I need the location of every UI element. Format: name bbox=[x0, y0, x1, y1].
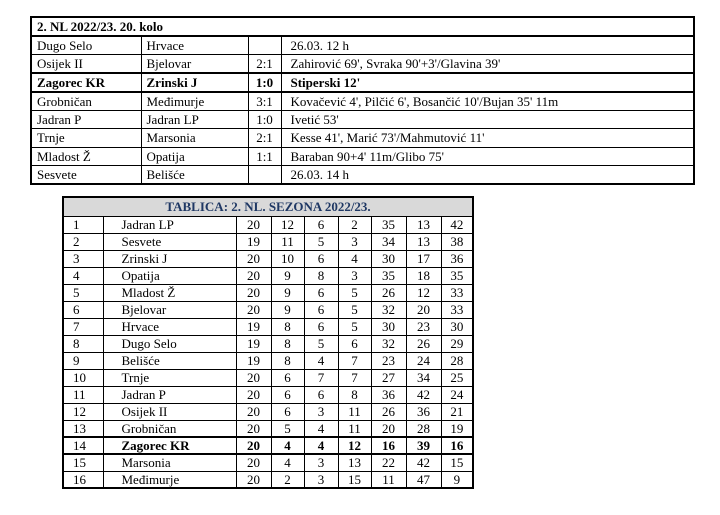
standings-rank-cell: 3 bbox=[63, 250, 103, 267]
fixture-away-cell: Opatija bbox=[141, 147, 248, 166]
standings-w-cell: 11 bbox=[271, 233, 304, 250]
fixture-home-cell: Grobničan bbox=[31, 92, 141, 111]
standings-row bbox=[63, 386, 473, 403]
fixtures-table-grid bbox=[30, 16, 695, 185]
standings-table bbox=[62, 196, 474, 489]
fixture-details-cell: 26.03. 12 h bbox=[281, 36, 694, 55]
fixture-home-cell: Sesvete bbox=[31, 166, 141, 185]
standings-ga-cell: 42 bbox=[406, 386, 441, 403]
standings-d-cell: 4 bbox=[304, 352, 338, 369]
fixture-details-cell: Kovačević 4', Pilčić 6', Bosančić 10'/Bujan 35' 11m bbox=[281, 92, 694, 111]
standings-pts-cell: 30 bbox=[441, 318, 473, 335]
standings-title-row bbox=[63, 197, 473, 216]
standings-w-cell: 9 bbox=[271, 267, 304, 284]
standings-d-cell: 4 bbox=[304, 437, 338, 454]
standings-row bbox=[63, 216, 473, 233]
fixture-score-cell: 1:0 bbox=[248, 110, 281, 129]
standings-d-cell: 7 bbox=[304, 369, 338, 386]
standings-w-cell: 10 bbox=[271, 250, 304, 267]
standings-gf-cell: 26 bbox=[371, 284, 406, 301]
standings-team-cell: Hrvace bbox=[103, 318, 236, 335]
standings-d-cell: 3 bbox=[304, 403, 338, 420]
standings-pts-cell: 25 bbox=[441, 369, 473, 386]
standings-pts-cell: 15 bbox=[441, 454, 473, 471]
fixture-details-cell: Baraban 90+4' 11m/Glibo 75' bbox=[281, 147, 694, 166]
fixture-score-cell: 2:1 bbox=[248, 55, 281, 74]
standings-l-cell: 5 bbox=[338, 284, 371, 301]
standings-w-cell: 6 bbox=[271, 386, 304, 403]
fixture-home-cell: Trnje bbox=[31, 129, 141, 148]
standings-pts-cell: 21 bbox=[441, 403, 473, 420]
standings-team-cell: Bjelovar bbox=[103, 301, 236, 318]
standings-d-cell: 5 bbox=[304, 233, 338, 250]
fixture-home-cell: Zagorec KR bbox=[31, 73, 141, 92]
standings-rank-cell: 4 bbox=[63, 267, 103, 284]
standings-gf-cell: 32 bbox=[371, 335, 406, 352]
standings-row bbox=[63, 233, 473, 250]
standings-team-cell: Jadran LP bbox=[103, 216, 236, 233]
standings-ga-cell: 17 bbox=[406, 250, 441, 267]
standings-rank-cell: 10 bbox=[63, 369, 103, 386]
standings-d-cell: 6 bbox=[304, 216, 338, 233]
standings-p-cell: 20 bbox=[236, 301, 271, 318]
standings-pts-cell: 24 bbox=[441, 386, 473, 403]
standings-row bbox=[63, 403, 473, 420]
fixture-details-cell: Stiperski 12' bbox=[281, 73, 694, 92]
standings-p-cell: 20 bbox=[236, 403, 271, 420]
standings-l-cell: 3 bbox=[338, 233, 371, 250]
fixture-row bbox=[31, 147, 694, 166]
fixture-row bbox=[31, 92, 694, 111]
standings-gf-cell: 32 bbox=[371, 301, 406, 318]
standings-team-cell: Belišće bbox=[103, 352, 236, 369]
standings-l-cell: 7 bbox=[338, 369, 371, 386]
standings-row bbox=[63, 250, 473, 267]
standings-gf-cell: 35 bbox=[371, 216, 406, 233]
fixtures-table bbox=[30, 16, 695, 185]
standings-w-cell: 4 bbox=[271, 454, 304, 471]
fixture-row bbox=[31, 36, 694, 55]
standings-ga-cell: 42 bbox=[406, 454, 441, 471]
standings-row bbox=[63, 437, 473, 454]
fixtures-title: 2. NL 2022/23. 20. kolo bbox=[31, 17, 694, 36]
standings-pts-cell: 35 bbox=[441, 267, 473, 284]
standings-row bbox=[63, 301, 473, 318]
standings-ga-cell: 26 bbox=[406, 335, 441, 352]
fixture-row bbox=[31, 73, 694, 92]
standings-gf-cell: 35 bbox=[371, 267, 406, 284]
standings-pts-cell: 19 bbox=[441, 420, 473, 437]
fixture-score-cell: 3:1 bbox=[248, 92, 281, 111]
standings-row bbox=[63, 267, 473, 284]
fixture-details-cell: Zahirović 69', Svraka 90'+3'/Glavina 39' bbox=[281, 55, 694, 74]
standings-pts-cell: 9 bbox=[441, 471, 473, 488]
standings-rank-cell: 1 bbox=[63, 216, 103, 233]
fixture-away-cell: Međimurje bbox=[141, 92, 248, 111]
standings-gf-cell: 20 bbox=[371, 420, 406, 437]
standings-rank-cell: 13 bbox=[63, 420, 103, 437]
standings-w-cell: 8 bbox=[271, 335, 304, 352]
standings-l-cell: 13 bbox=[338, 454, 371, 471]
standings-row bbox=[63, 369, 473, 386]
standings-p-cell: 20 bbox=[236, 437, 271, 454]
standings-gf-cell: 26 bbox=[371, 403, 406, 420]
standings-l-cell: 5 bbox=[338, 318, 371, 335]
standings-row bbox=[63, 335, 473, 352]
standings-team-cell: Zrinski J bbox=[103, 250, 236, 267]
standings-rank-cell: 2 bbox=[63, 233, 103, 250]
standings-team-cell: Zagorec KR bbox=[103, 437, 236, 454]
standings-d-cell: 6 bbox=[304, 318, 338, 335]
standings-ga-cell: 47 bbox=[406, 471, 441, 488]
standings-w-cell: 6 bbox=[271, 369, 304, 386]
fixture-score-cell bbox=[248, 36, 281, 55]
standings-ga-cell: 36 bbox=[406, 403, 441, 420]
fixture-score-cell bbox=[248, 166, 281, 185]
standings-w-cell: 6 bbox=[271, 403, 304, 420]
standings-w-cell: 9 bbox=[271, 301, 304, 318]
standings-l-cell: 6 bbox=[338, 335, 371, 352]
standings-team-cell: Međimurje bbox=[103, 471, 236, 488]
standings-ga-cell: 20 bbox=[406, 301, 441, 318]
standings-rank-cell: 12 bbox=[63, 403, 103, 420]
standings-p-cell: 19 bbox=[236, 233, 271, 250]
fixture-home-cell: Jadran P bbox=[31, 110, 141, 129]
standings-d-cell: 6 bbox=[304, 386, 338, 403]
standings-p-cell: 20 bbox=[236, 454, 271, 471]
fixture-details-cell: Ivetić 53' bbox=[281, 110, 694, 129]
standings-ga-cell: 12 bbox=[406, 284, 441, 301]
standings-ga-cell: 34 bbox=[406, 369, 441, 386]
fixture-score-cell: 1:1 bbox=[248, 147, 281, 166]
standings-rank-cell: 14 bbox=[63, 437, 103, 454]
standings-team-cell: Mladost Ž bbox=[103, 284, 236, 301]
standings-l-cell: 3 bbox=[338, 267, 371, 284]
standings-w-cell: 2 bbox=[271, 471, 304, 488]
standings-ga-cell: 24 bbox=[406, 352, 441, 369]
standings-rank-cell: 15 bbox=[63, 454, 103, 471]
standings-rank-cell: 6 bbox=[63, 301, 103, 318]
standings-ga-cell: 13 bbox=[406, 233, 441, 250]
standings-rank-cell: 9 bbox=[63, 352, 103, 369]
standings-d-cell: 3 bbox=[304, 454, 338, 471]
standings-pts-cell: 16 bbox=[441, 437, 473, 454]
standings-gf-cell: 22 bbox=[371, 454, 406, 471]
standings-row bbox=[63, 471, 473, 488]
standings-gf-cell: 34 bbox=[371, 233, 406, 250]
fixture-away-cell: Marsonia bbox=[141, 129, 248, 148]
standings-w-cell: 12 bbox=[271, 216, 304, 233]
standings-team-cell: Trnje bbox=[103, 369, 236, 386]
standings-p-cell: 20 bbox=[236, 420, 271, 437]
standings-ga-cell: 18 bbox=[406, 267, 441, 284]
standings-rank-cell: 11 bbox=[63, 386, 103, 403]
standings-pts-cell: 36 bbox=[441, 250, 473, 267]
standings-rank-cell: 16 bbox=[63, 471, 103, 488]
standings-pts-cell: 28 bbox=[441, 352, 473, 369]
standings-team-cell: Opatija bbox=[103, 267, 236, 284]
standings-gf-cell: 16 bbox=[371, 437, 406, 454]
standings-gf-cell: 30 bbox=[371, 318, 406, 335]
standings-l-cell: 11 bbox=[338, 403, 371, 420]
fixture-away-cell: Zrinski J bbox=[141, 73, 248, 92]
standings-team-cell: Osijek II bbox=[103, 403, 236, 420]
standings-row bbox=[63, 318, 473, 335]
standings-gf-cell: 11 bbox=[371, 471, 406, 488]
standings-gf-cell: 30 bbox=[371, 250, 406, 267]
standings-w-cell: 9 bbox=[271, 284, 304, 301]
fixture-row bbox=[31, 129, 694, 148]
standings-p-cell: 19 bbox=[236, 335, 271, 352]
fixture-away-cell: Hrvace bbox=[141, 36, 248, 55]
standings-p-cell: 20 bbox=[236, 471, 271, 488]
fixtures-title-row bbox=[31, 17, 694, 36]
standings-team-cell: Dugo Selo bbox=[103, 335, 236, 352]
standings-ga-cell: 39 bbox=[406, 437, 441, 454]
fixture-details-cell: 26.03. 14 h bbox=[281, 166, 694, 185]
standings-p-cell: 20 bbox=[236, 267, 271, 284]
fixture-score-cell: 1:0 bbox=[248, 73, 281, 92]
fixture-score-cell: 2:1 bbox=[248, 129, 281, 148]
standings-p-cell: 19 bbox=[236, 352, 271, 369]
standings-l-cell: 5 bbox=[338, 301, 371, 318]
standings-table-body bbox=[63, 216, 473, 488]
standings-l-cell: 2 bbox=[338, 216, 371, 233]
standings-pts-cell: 33 bbox=[441, 284, 473, 301]
standings-pts-cell: 42 bbox=[441, 216, 473, 233]
standings-pts-cell: 33 bbox=[441, 301, 473, 318]
standings-row bbox=[63, 284, 473, 301]
standings-p-cell: 19 bbox=[236, 318, 271, 335]
standings-d-cell: 8 bbox=[304, 267, 338, 284]
standings-gf-cell: 27 bbox=[371, 369, 406, 386]
fixture-details-cell: Kesse 41', Marić 73'/Mahmutović 11' bbox=[281, 129, 694, 148]
standings-w-cell: 5 bbox=[271, 420, 304, 437]
standings-d-cell: 5 bbox=[304, 335, 338, 352]
fixture-away-cell: Bjelovar bbox=[141, 55, 248, 74]
standings-p-cell: 20 bbox=[236, 386, 271, 403]
fixture-row bbox=[31, 110, 694, 129]
standings-rank-cell: 8 bbox=[63, 335, 103, 352]
fixture-row bbox=[31, 166, 694, 185]
fixtures-table-body bbox=[31, 36, 694, 184]
standings-l-cell: 4 bbox=[338, 250, 371, 267]
fixture-row bbox=[31, 55, 694, 74]
standings-title: TABLICA: 2. NL. SEZONA 2022/23. bbox=[63, 197, 473, 216]
standings-w-cell: 8 bbox=[271, 318, 304, 335]
standings-ga-cell: 28 bbox=[406, 420, 441, 437]
standings-w-cell: 8 bbox=[271, 352, 304, 369]
standings-d-cell: 3 bbox=[304, 471, 338, 488]
fixture-home-cell: Mladost Ž bbox=[31, 147, 141, 166]
standings-p-cell: 20 bbox=[236, 216, 271, 233]
standings-gf-cell: 23 bbox=[371, 352, 406, 369]
standings-d-cell: 4 bbox=[304, 420, 338, 437]
standings-l-cell: 7 bbox=[338, 352, 371, 369]
standings-table-grid bbox=[62, 196, 474, 489]
standings-ga-cell: 13 bbox=[406, 216, 441, 233]
standings-d-cell: 6 bbox=[304, 284, 338, 301]
fixture-away-cell: Jadran LP bbox=[141, 110, 248, 129]
standings-l-cell: 12 bbox=[338, 437, 371, 454]
standings-d-cell: 6 bbox=[304, 301, 338, 318]
standings-team-cell: Grobničan bbox=[103, 420, 236, 437]
standings-p-cell: 20 bbox=[236, 369, 271, 386]
standings-p-cell: 20 bbox=[236, 250, 271, 267]
standings-rank-cell: 5 bbox=[63, 284, 103, 301]
standings-w-cell: 4 bbox=[271, 437, 304, 454]
standings-pts-cell: 38 bbox=[441, 233, 473, 250]
standings-l-cell: 11 bbox=[338, 420, 371, 437]
standings-l-cell: 8 bbox=[338, 386, 371, 403]
standings-d-cell: 6 bbox=[304, 250, 338, 267]
standings-pts-cell: 29 bbox=[441, 335, 473, 352]
standings-team-cell: Marsonia bbox=[103, 454, 236, 471]
standings-row bbox=[63, 454, 473, 471]
fixture-home-cell: Osijek II bbox=[31, 55, 141, 74]
fixture-home-cell: Dugo Selo bbox=[31, 36, 141, 55]
standings-row bbox=[63, 420, 473, 437]
standings-row bbox=[63, 352, 473, 369]
standings-p-cell: 20 bbox=[236, 284, 271, 301]
standings-team-cell: Jadran P bbox=[103, 386, 236, 403]
fixture-away-cell: Belišće bbox=[141, 166, 248, 185]
standings-gf-cell: 36 bbox=[371, 386, 406, 403]
standings-rank-cell: 7 bbox=[63, 318, 103, 335]
standings-l-cell: 15 bbox=[338, 471, 371, 488]
standings-ga-cell: 23 bbox=[406, 318, 441, 335]
standings-team-cell: Sesvete bbox=[103, 233, 236, 250]
